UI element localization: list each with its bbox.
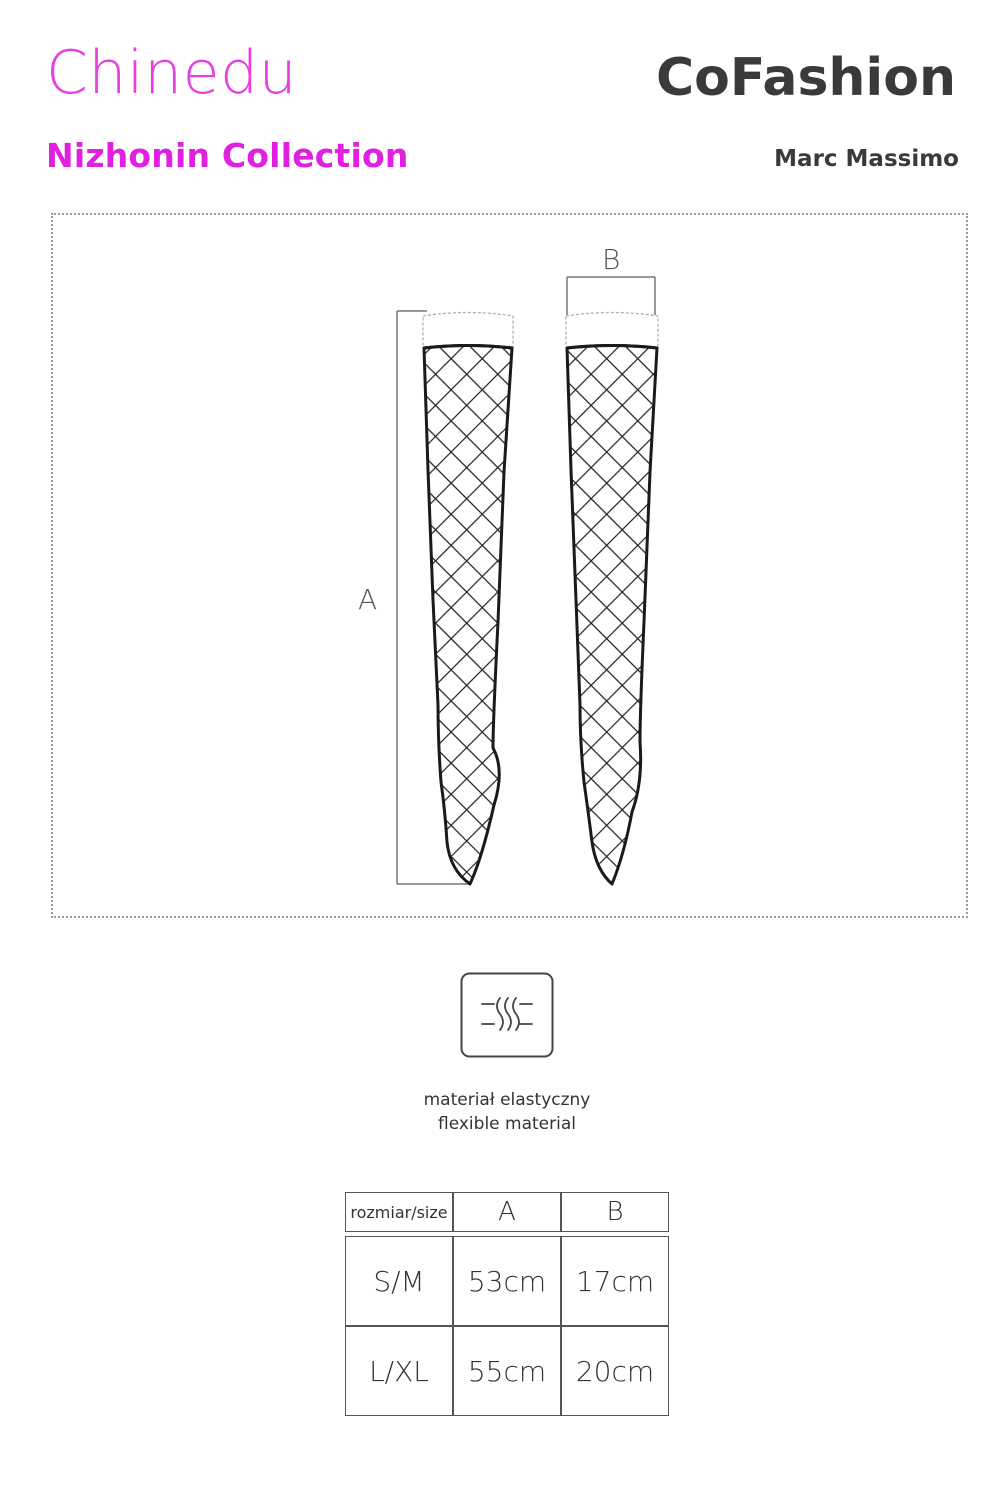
right-stocking-leg <box>567 346 657 885</box>
measurement-a-cell: 55cm <box>453 1326 561 1416</box>
table-row <box>345 1326 669 1416</box>
dimension-a-label: A <box>358 583 378 616</box>
measurement-b-cell: 17cm <box>561 1236 669 1326</box>
measurement-b-cell: 20cm <box>561 1326 669 1416</box>
left-stocking-lace <box>423 313 513 349</box>
feature-text-en: flexible material <box>438 1114 576 1134</box>
right-stocking <box>566 313 658 885</box>
size-cell: S/M <box>345 1236 453 1326</box>
elastic-stretch-icon <box>460 972 554 1058</box>
dimension-b-bracket <box>567 277 655 315</box>
designer-name: Marc Massimo <box>774 146 959 172</box>
left-stocking <box>423 313 513 885</box>
size-table-column-a: A <box>453 1192 561 1232</box>
brand-logo: CoFashion <box>656 48 956 108</box>
collection-name: Nizhonin Collection <box>46 136 409 175</box>
measurement-a-cell: 53cm <box>453 1236 561 1326</box>
dimension-b-label: B <box>602 243 621 276</box>
left-stocking-leg <box>424 346 512 885</box>
table-row <box>345 1236 669 1326</box>
size-table-header <box>345 1192 669 1232</box>
right-stocking-lace <box>566 313 658 349</box>
size-table-corner-header: rozmiar/size <box>345 1192 453 1232</box>
size-table <box>345 1192 669 1416</box>
product-name: Chinedu <box>46 38 298 108</box>
size-cell: L/XL <box>345 1326 453 1416</box>
size-table-column-b: B <box>561 1192 669 1232</box>
feature-text-pl: materiał elastyczny <box>423 1090 591 1110</box>
